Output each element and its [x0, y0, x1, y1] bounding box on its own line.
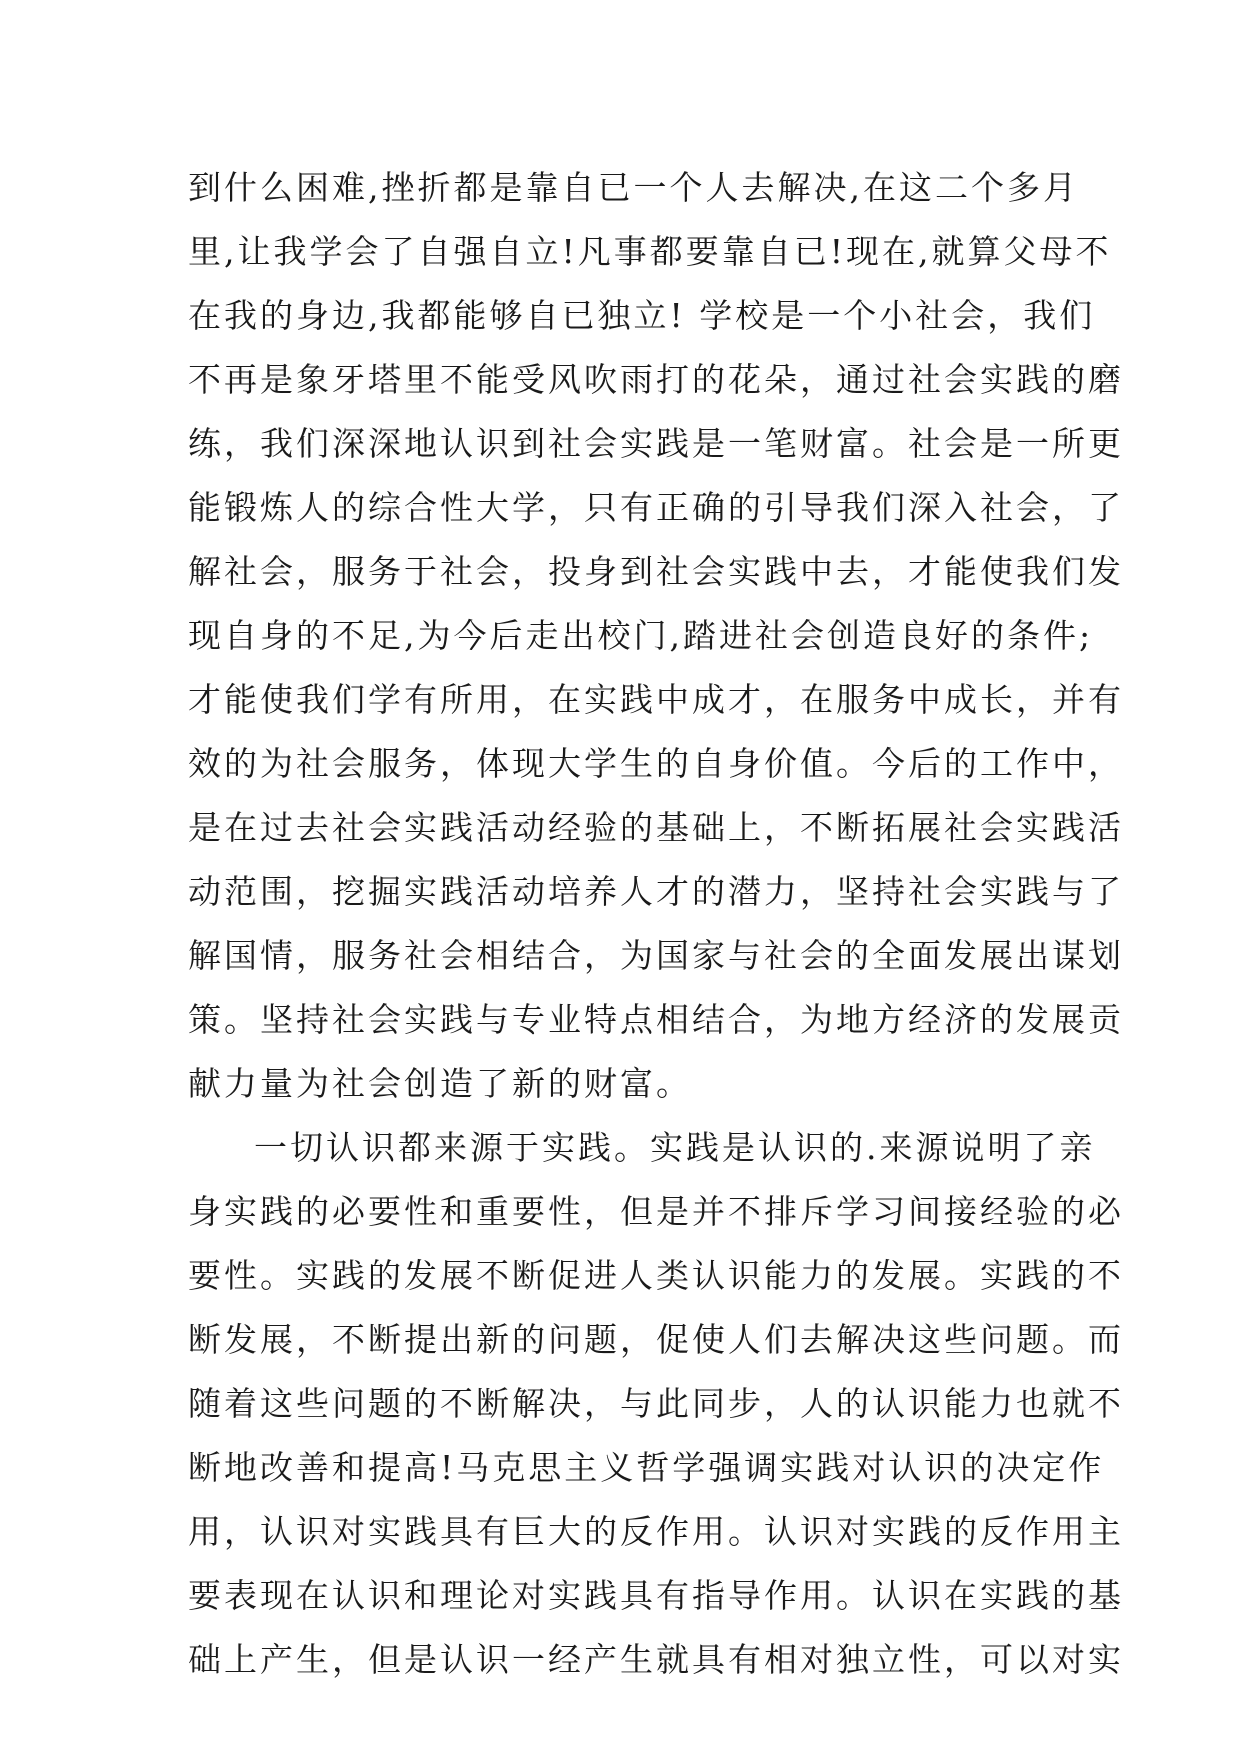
text-line: 解国情，服务社会相结合，为国家与社会的全面发展出谋划: [188, 936, 1124, 975]
text-line: 不再是象牙塔里不能受风吹雨打的花朵，通过社会实践的磨: [188, 360, 1124, 399]
paragraph-start-line: 一切认识都来源于实践。实践是认识的.来源说明了亲: [254, 1128, 1096, 1167]
text-line: 在我的身边,我都能够自已独立! 学校是一个小社会，我们: [188, 296, 1096, 335]
paragraph-end-line: 献力量为社会创造了新的财富。: [188, 1064, 692, 1103]
text-line: 里,让我学会了自强自立!凡事都要靠自已!现在,就算父母不: [188, 232, 1112, 271]
text-line: 用，认识对实践具有巨大的反作用。认识对实践的反作用主: [188, 1512, 1124, 1551]
text-line: 要表现在认识和理论对实践具有指导作用。认识在实践的基: [188, 1576, 1124, 1615]
text-line: 要性。实践的发展不断促进人类认识能力的发展。实践的不: [188, 1256, 1124, 1295]
text-line: 现自身的不足,为今后走出校门,踏进社会创造良好的条件;: [188, 616, 1094, 655]
text-line: 到什么困难,挫折都是靠自已一个人去解决,在这二个多月: [188, 168, 1079, 207]
text-line: 随着这些问题的不断解决，与此同步，人的认识能力也就不: [188, 1384, 1124, 1423]
text-line: 动范围，挖掘实践活动培养人才的潜力，坚持社会实践与了: [188, 872, 1124, 911]
text-line: 断地改善和提高!马克思主义哲学强调实践对认识的决定作: [188, 1448, 1105, 1487]
text-line: 是在过去社会实践活动经验的基础上，不断拓展社会实践活: [188, 808, 1124, 847]
text-line: 能锻炼人的综合性大学，只有正确的引导我们深入社会，了: [188, 488, 1124, 527]
text-line: 断发展，不断提出新的问题，促使人们去解决这些问题。而: [188, 1320, 1124, 1359]
body-text: [188, 156, 1124, 1692]
text-line: 身实践的必要性和重要性，但是并不排斥学习间接经验的必: [188, 1192, 1124, 1231]
text-line: 才能使我们学有所用，在实践中成才，在服务中成长，并有: [188, 680, 1124, 719]
text-line: 效的为社会服务，体现大学生的自身价值。今后的工作中，: [188, 744, 1124, 783]
text-line: 练，我们深深地认识到社会实践是一笔财富。社会是一所更: [188, 424, 1124, 463]
text-line: 础上产生，但是认识一经产生就具有相对独立性，可以对实: [188, 1640, 1124, 1679]
text-line: 策。坚持社会实践与专业特点相结合，为地方经济的发展贡: [188, 1000, 1124, 1039]
text-line: 解社会，服务于社会，投身到社会实践中去，才能使我们发: [188, 552, 1124, 591]
